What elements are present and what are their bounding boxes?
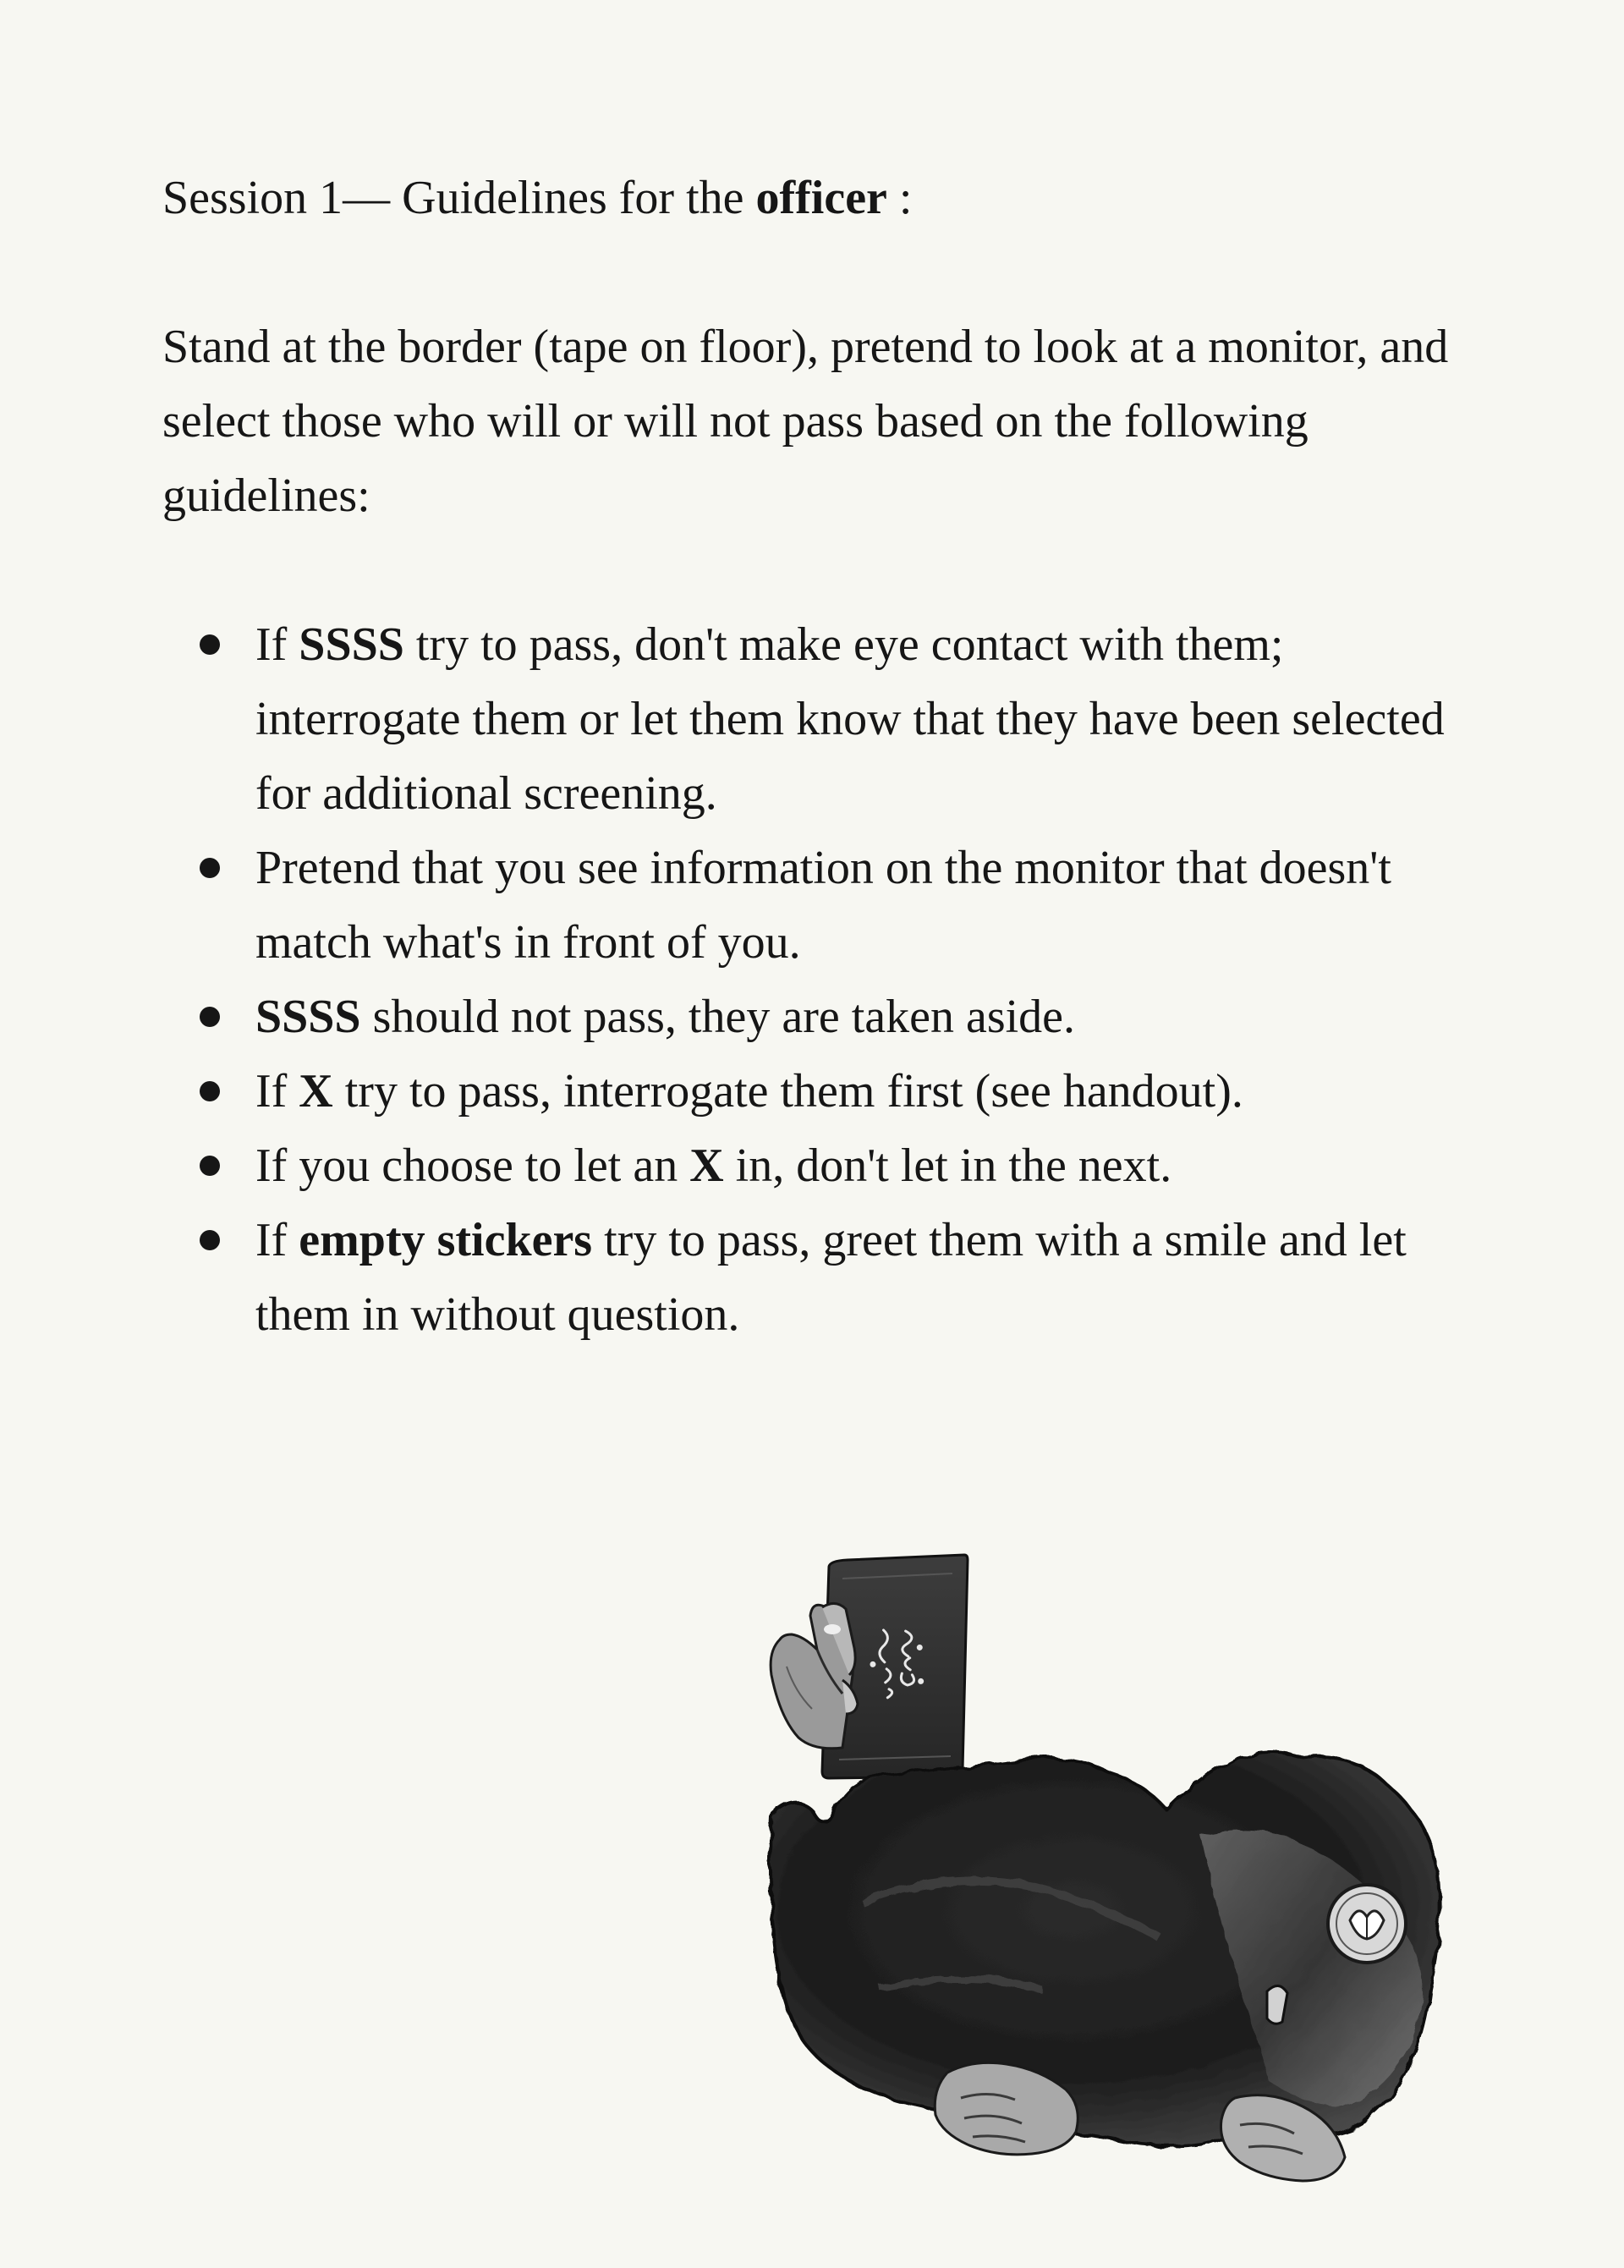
bullet-icon bbox=[200, 1230, 220, 1250]
rule-post: try to pass, greet them with a smile and let them in without question. bbox=[255, 1214, 1407, 1341]
title-suffix: : bbox=[886, 172, 913, 224]
hand-icon bbox=[771, 1603, 858, 1748]
page-title bbox=[162, 161, 1482, 235]
rule-pre: If bbox=[255, 1214, 299, 1266]
title-prefix: Session 1— Guidelines for the bbox=[162, 172, 756, 224]
guidelines-content bbox=[162, 161, 1482, 1352]
bullet-icon bbox=[200, 634, 220, 655]
rule-bold: SSSS bbox=[255, 991, 361, 1043]
rule-post: in, don't let in the next. bbox=[723, 1139, 1172, 1192]
list-item bbox=[162, 980, 1482, 1054]
bullet-icon bbox=[200, 858, 220, 878]
rule-post: should not pass, they are taken aside. bbox=[360, 991, 1076, 1043]
rule-bold: empty stickers bbox=[299, 1214, 593, 1266]
list-item bbox=[162, 1129, 1482, 1203]
bullet-icon bbox=[200, 1007, 220, 1027]
intro-paragraph: Stand at the border (tape on floor), pretend to look at a monitor, and select those who will or will not pass based on the following guidelines: bbox=[162, 321, 1449, 522]
list-item bbox=[162, 607, 1482, 831]
rule-bold: X bbox=[299, 1065, 333, 1118]
guidelines-list bbox=[162, 607, 1482, 1352]
rule-post: try to pass, don't make eye contact with them; interrogate them or let them know that they have been selected for additional screening. bbox=[255, 618, 1445, 820]
list-item bbox=[162, 1203, 1482, 1352]
title-bold-role: officer bbox=[755, 172, 887, 224]
rule-pre: If you choose to let an bbox=[255, 1139, 690, 1192]
list-item bbox=[162, 831, 1482, 980]
list-item bbox=[162, 1054, 1482, 1129]
rule-pre: If bbox=[255, 618, 299, 671]
rule-post: try to pass, interrogate them first (see handout). bbox=[332, 1065, 1243, 1118]
rule-pre: If bbox=[255, 1065, 299, 1118]
rule-post: Pretend that you see information on the monitor that doesn't match what's in front of you. bbox=[255, 842, 1391, 969]
rule-bold: X bbox=[689, 1139, 724, 1192]
shoulder-emblem-icon bbox=[1328, 1885, 1406, 1963]
bullet-icon bbox=[200, 1156, 220, 1176]
bullet-icon bbox=[200, 1081, 220, 1101]
officer-holding-passport-illustration bbox=[761, 1548, 1522, 2191]
rule-bold: SSSS bbox=[299, 618, 404, 671]
